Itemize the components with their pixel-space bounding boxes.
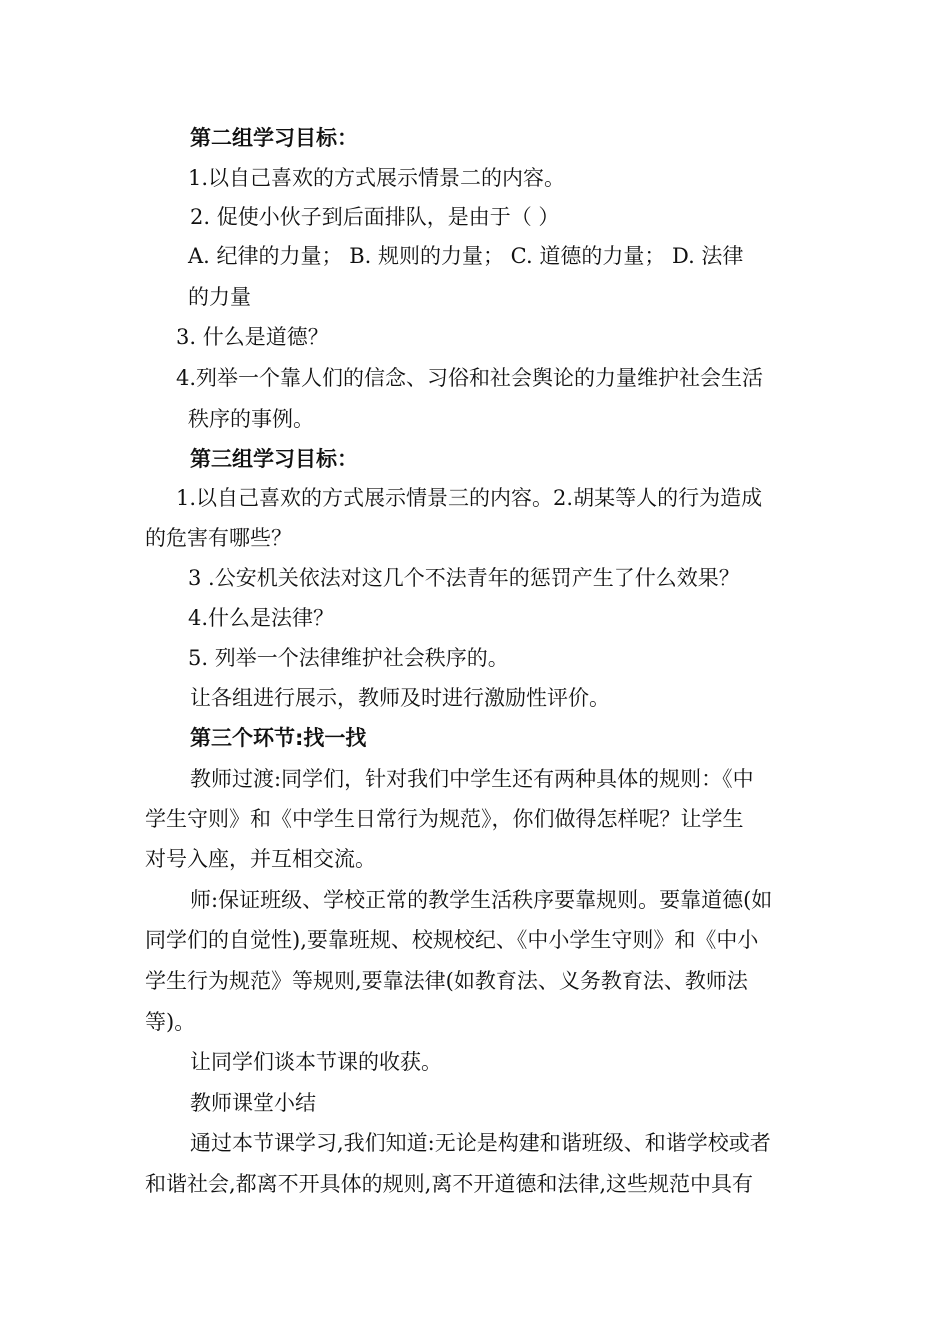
heading-group-two: 第二组学习目标： [190, 126, 358, 150]
text-line: 对号入座，并互相交流。 [145, 847, 376, 871]
text-line: 学生守则》和《中学生日常行为规范》，你们做得怎样呢？让学生 [145, 807, 744, 831]
text-line: 教师课堂小结 [190, 1091, 316, 1115]
text-line: 让同学们谈本节课的收获。 [190, 1050, 442, 1074]
text-line: 3 .公安机关依法对这几个不法青年的惩罚产生了什么效果？ [188, 566, 740, 590]
text-line: 师:保证班级、学校正常的教学生活秩序要靠规则。要靠道德(如 [190, 888, 773, 912]
text-line: A. 纪律的力量； B. 规则的力量； C. 道德的力量； D. 法律 [188, 244, 744, 268]
text-line: 和谐社会,都离不开具体的规则,离不开道德和法律,这些规范中具有 [145, 1172, 754, 1196]
text-line: 秩序的事例。 [188, 407, 314, 431]
text-line: 1.以自己喜欢的方式展示情景三的内容。2.胡某等人的行为造成 [176, 486, 763, 510]
text-line: 让各组进行展示，教师及时进行激励性评价。 [190, 686, 610, 710]
text-line: 2. 促使小伙子到后面排队，是由于（ ） [190, 205, 560, 229]
text-line: 的危害有哪些？ [145, 526, 292, 550]
text-line: 学生行为规范》等规则,要靠法律(如教育法、义务教育法、教师法 [145, 969, 748, 993]
heading-group-three: 第三组学习目标： [190, 447, 358, 471]
text-line: 通过本节课学习,我们知道:无论是构建和谐班级、和谐学校或者 [190, 1131, 771, 1155]
heading-section-three: 第三个环节:找一找 [190, 726, 367, 750]
text-line: 4.什么是法律？ [188, 606, 335, 630]
text-line: 3. 什么是道德？ [176, 325, 329, 349]
text-line: 4.列举一个靠人们的信念、习俗和社会舆论的力量维护社会生活 [176, 366, 764, 390]
text-line: 1.以自己喜欢的方式展示情景二的内容。 [188, 166, 566, 190]
text-line: 的力量 [188, 285, 251, 309]
text-line: 教师过渡:同学们，针对我们中学生还有两种具体的规则：《中 [190, 767, 754, 791]
text-line: 等)。 [145, 1010, 196, 1034]
text-line: 同学们的自觉性),要靠班规、校规校纪、《中小学生守则》和《中小 [145, 928, 759, 952]
text-line: 5. 列举一个法律维护社会秩序的。 [188, 646, 509, 670]
